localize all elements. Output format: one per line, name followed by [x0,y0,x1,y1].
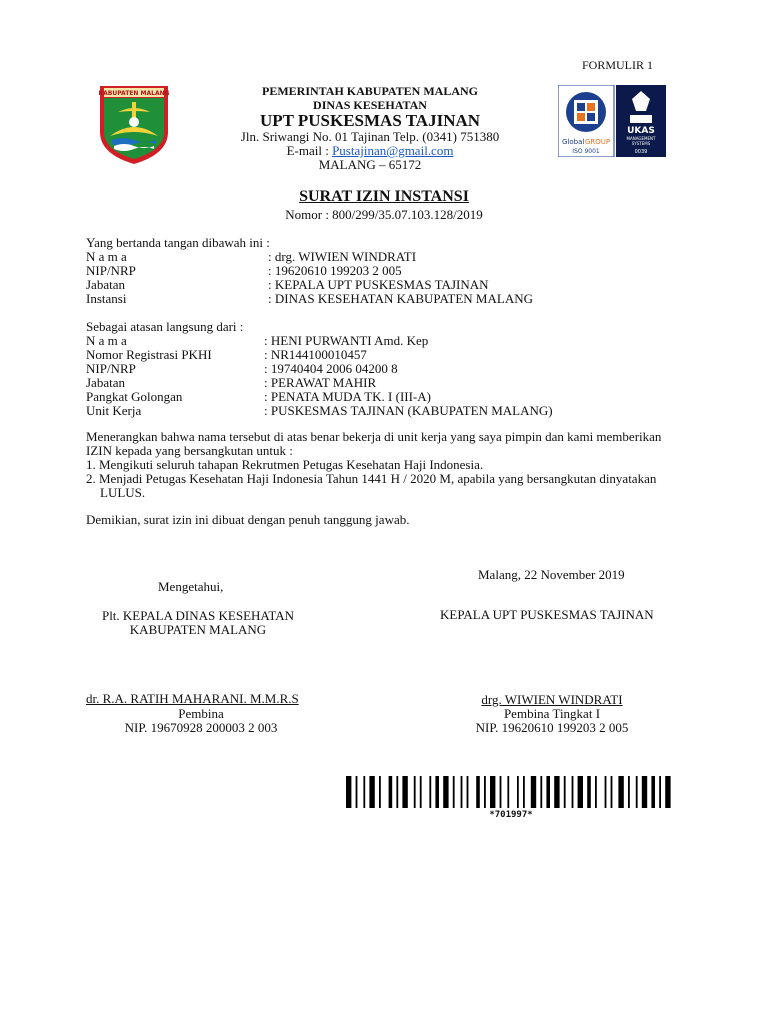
sub-label-nip: NIP/NRP [86,361,136,376]
mengetahui-label: Mengetahui, [158,579,224,594]
header-city: MALANG – 65172 [318,157,422,172]
barcode-bar [389,776,393,808]
sub-label-pangkat: Pangkat Golongan [86,389,183,404]
statement-item-2: 2. Menjadi Petugas Kesehatan Haji Indonesia Tahun 1441 H / 2020 M, apabila yang bersangkutan dinyatakan [86,471,657,486]
barcode-bar [636,776,638,808]
left-sig-name: dr. R.A. RATIH MAHARANI. M.M.R.S [86,691,299,706]
left-sig-title-1: Plt. KEPALA DINAS KESEHATAN [101,608,295,623]
sub-value-pkhi: : NR144100010457 [264,347,367,362]
barcode-bar [490,776,495,808]
barcode-bar [523,776,525,808]
barcode-bar [363,776,365,808]
barcode-bar [379,776,381,808]
barcode-bar [595,776,597,808]
signer-label-nip: NIP/NRP [86,263,136,278]
barcode-bar [554,776,559,808]
svg-text:KABUPATEN MALANG: KABUPATEN MALANG [98,90,170,97]
barcode-bar [429,776,431,808]
barcode-bar [414,776,416,808]
barcode-bar [453,776,455,808]
barcode-bar [420,776,422,808]
document-title: SURAT IZIN INSTANSI [299,188,469,205]
statement-item-1: 1. Mengikuti seluruh tahapan Rekrutmen Petugas Kesehatan Haji Indonesia. [86,457,484,472]
barcode-bar [467,776,469,808]
barcode-bar [546,776,550,808]
barcode-bar [356,776,358,808]
ukas-text: UKAS [627,126,655,136]
barcode [346,776,676,808]
right-sig-name-text: drg. WIWIEN WINDRATI [481,692,623,707]
left-sig-rank: Pembina [178,706,224,721]
barcode-bar [517,776,519,808]
barcode-bar [476,776,480,808]
global-text: Global [562,138,585,146]
left-sig-nip: NIP. 19670928 200003 2 003 [124,720,278,735]
barcode-bar [346,776,351,808]
barcode-bar [642,776,647,808]
left-sig-title-2: KABUPATEN MALANG [129,622,267,637]
header-department: DINAS KESEHATAN [313,98,427,112]
sub-value-name: : HENI PURWANTI Amd. Kep [264,333,429,348]
ukas-number: 0039 [634,149,648,155]
barcode-number: *701997* [489,810,533,820]
barcode-bar [665,776,670,808]
barcode-bar [435,776,439,808]
barcode-bar [628,776,630,808]
sub-label-jabatan: Jabatan [86,375,125,390]
barcode-bar [500,776,502,808]
closing-statement: Demikian, surat izin ini dibuat dengan penuh tanggung jawab. [86,512,410,527]
statement-item-2-cont: LULUS. [100,485,146,500]
barcode-bar [611,776,613,808]
iso-text: ISO 9001 [572,148,600,155]
barcode-bar [402,776,407,808]
group-text: GROUP [585,138,611,146]
right-sig-title: KEPALA UPT PUSKESMAS TAJINAN [440,607,654,622]
statement-line-2: IZIN kepada yang bersangkutan untuk : [86,443,293,458]
ukas-sub2: SYSTEMS [631,141,651,146]
signer-value-name: : drg. WIWIEN WINDRATI [268,249,417,264]
document-number: Nomor : 800/299/35.07.103.128/2019 [285,207,483,222]
form-number: FORMULIR 1 [582,58,654,72]
signer-label-instansi: Instansi [86,291,127,306]
barcode-bar [564,776,566,808]
barcode-bar [443,776,448,808]
signer-label-jabatan: Jabatan [86,277,125,292]
statement-line-1: Menerangkan bahwa nama tersebut di atas benar bekerja di unit kerja yang saya pimpin dan kami memberikan [86,429,662,444]
sub-label-unit: Unit Kerja [86,403,142,418]
place-date: Malang, 22 November 2019 [478,567,625,582]
kabupaten-malang-logo [96,82,172,166]
barcode-bar [651,776,655,808]
header-address: Jln. Sriwangi No. 01 Tajinan Telp. (0341) 751380 [240,129,500,144]
signer-label-name: N a m a [86,249,127,264]
signer-value-jabatan: : KEPALA UPT PUSKESMAS TAJINAN [268,277,489,292]
email-link[interactable]: Pustajinan@gmail.com [332,143,454,158]
barcode-bar [461,776,463,808]
header-organization: UPT PUSKESMAS TAJINAN [259,111,481,130]
header-government: PEMERINTAH KABUPATEN MALANG [262,84,478,98]
barcode-bar [587,776,591,808]
barcode-bar [572,776,574,808]
barcode-bar [659,776,661,808]
sub-label-name: N a m a [86,333,127,348]
signer-intro: Yang bertanda tangan dibawah ini : [86,235,270,250]
sub-value-nip: : 19740404 2006 04200 8 [264,361,398,376]
signer-value-nip: : 19620610 199203 2 005 [268,263,402,278]
barcode-bar [369,776,374,808]
certification-logos [558,85,666,157]
barcode-bar [605,776,607,808]
barcode-bar [540,776,542,808]
barcode-bar [396,776,398,808]
right-sig-nip: NIP. 19620610 199203 2 005 [475,720,629,735]
email-label: E-mail : [286,143,333,158]
barcode-bar [618,776,623,808]
barcode-bar [484,776,486,808]
signer-value-instansi: : DINAS KESEHATAN KABUPATEN MALANG [268,291,533,306]
barcode-bar [507,776,509,808]
barcode-bar [578,776,583,808]
sub-value-jabatan: : PERAWAT MAHIR [264,375,377,390]
ukas-sub1: MANAGEMENT [626,136,656,141]
sub-value-pangkat: : PENATA MUDA TK. I (III-A) [264,389,431,404]
sub-label-pkhi: Nomor Registrasi PKHI [86,347,212,362]
sub-value-unit: : PUSKESMAS TAJINAN (KABUPATEN MALANG) [264,403,553,418]
subordinate-intro: Sebagai atasan langsung dari : [86,319,244,334]
barcode-bar [531,776,536,808]
right-sig-rank: Pembina Tingkat I [503,706,601,721]
